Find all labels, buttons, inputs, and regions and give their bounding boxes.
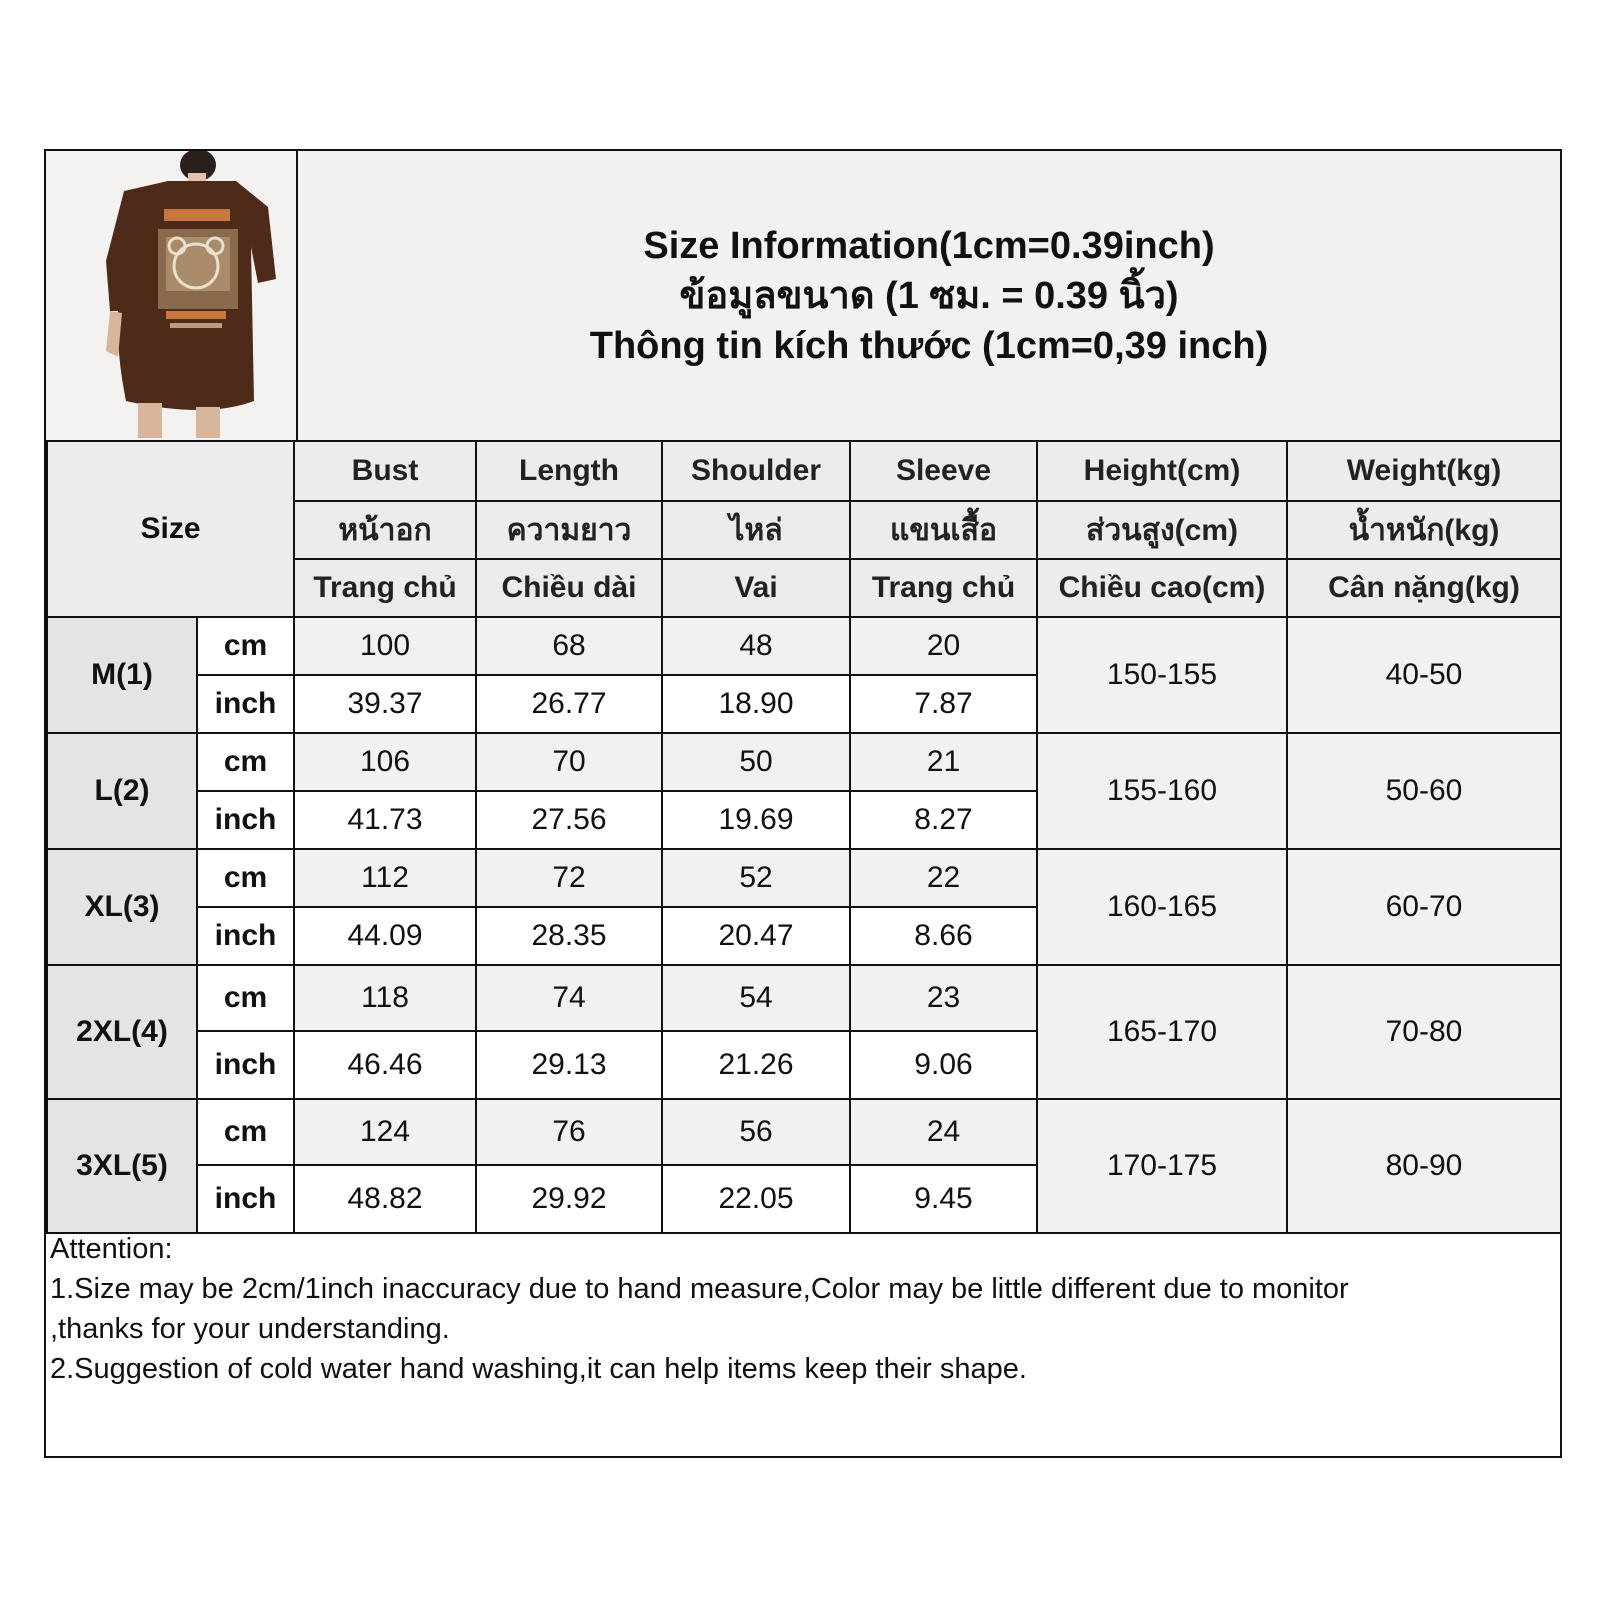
unit-label: inch	[197, 1031, 294, 1099]
table-row	[47, 1099, 1561, 1165]
header-height-thai: ส่วนสูง(cm)	[1037, 501, 1287, 559]
sleeve-inch: 8.66	[850, 907, 1037, 965]
sleeve-inch: 8.27	[850, 791, 1037, 849]
weight-range: 60-70	[1287, 849, 1561, 965]
shoulder-inch: 22.05	[662, 1165, 850, 1233]
bust-cm: 118	[294, 965, 476, 1031]
header-shoulder-thai: ไหล่	[662, 501, 850, 559]
product-photo	[46, 151, 298, 440]
size-info-title	[298, 151, 1560, 440]
header-sleeve: Sleeve	[850, 441, 1037, 501]
bust-cm: 124	[294, 1099, 476, 1165]
title-thai: ข้อมูลขนาด (1 ซม. = 0.39 นิ้ว)	[679, 274, 1179, 317]
bust-cm: 100	[294, 617, 476, 675]
shoulder-cm: 54	[662, 965, 850, 1031]
sleeve-cm: 24	[850, 1099, 1037, 1165]
brown-oversized-tshirt-photo	[46, 151, 294, 438]
size-label: 2XL(4)	[47, 965, 197, 1099]
length-inch: 29.92	[476, 1165, 662, 1233]
sleeve-cm: 22	[850, 849, 1037, 907]
length-cm: 74	[476, 965, 662, 1031]
notes-line-3: 2.Suggestion of cold water hand washing,it can help items keep their shape.	[50, 1353, 1027, 1385]
shoulder-inch: 21.26	[662, 1031, 850, 1099]
header-height-vi: Chiều cao(cm)	[1037, 559, 1287, 617]
size-label: M(1)	[47, 617, 197, 733]
attention-notes	[50, 1229, 1552, 1389]
shoulder-inch: 20.47	[662, 907, 850, 965]
sleeve-cm: 21	[850, 733, 1037, 791]
header-weight-vi: Cân nặng(kg)	[1287, 559, 1561, 617]
unit-label: inch	[197, 675, 294, 733]
header-sleeve-thai: แขนเสื้อ	[850, 501, 1037, 559]
sleeve-cm: 20	[850, 617, 1037, 675]
length-inch: 29.13	[476, 1031, 662, 1099]
header-sleeve-vi: Trang chủ	[850, 559, 1037, 617]
notes-line-1: 1.Size may be 2cm/1inch inaccuracy due to hand measure,Color may be little different due to monitor	[50, 1273, 1349, 1305]
header-bust-thai: หน้าอก	[294, 501, 476, 559]
unit-label: cm	[197, 965, 294, 1031]
sleeve-inch: 9.06	[850, 1031, 1037, 1099]
size-table	[46, 440, 1562, 1234]
length-cm: 70	[476, 733, 662, 791]
bust-inch: 41.73	[294, 791, 476, 849]
unit-label: cm	[197, 849, 294, 907]
length-cm: 72	[476, 849, 662, 907]
shoulder-cm: 56	[662, 1099, 850, 1165]
bust-inch: 46.46	[294, 1031, 476, 1099]
size-column-header: Size	[47, 441, 294, 617]
bust-cm: 112	[294, 849, 476, 907]
sleeve-inch: 9.45	[850, 1165, 1037, 1233]
size-label: L(2)	[47, 733, 197, 849]
sleeve-inch: 7.87	[850, 675, 1037, 733]
shoulder-cm: 50	[662, 733, 850, 791]
height-range: 155-160	[1037, 733, 1287, 849]
unit-label: cm	[197, 1099, 294, 1165]
length-cm: 68	[476, 617, 662, 675]
unit-label: cm	[197, 733, 294, 791]
sleeve-cm: 23	[850, 965, 1037, 1031]
header-bust-vi: Trang chủ	[294, 559, 476, 617]
bust-cm: 106	[294, 733, 476, 791]
table-row	[47, 733, 1561, 791]
weight-range: 80-90	[1287, 1099, 1561, 1233]
size-label: 3XL(5)	[47, 1099, 197, 1233]
height-range: 160-165	[1037, 849, 1287, 965]
header-weight-thai: น้ำหนัก(kg)	[1287, 501, 1561, 559]
weight-range: 50-60	[1287, 733, 1561, 849]
header-length: Length	[476, 441, 662, 501]
header-length-vi: Chiều dài	[476, 559, 662, 617]
shoulder-inch: 18.90	[662, 675, 850, 733]
unit-label: cm	[197, 617, 294, 675]
height-range: 170-175	[1037, 1099, 1287, 1233]
table-row	[47, 617, 1561, 675]
header-row-english	[47, 441, 1561, 501]
height-range: 165-170	[1037, 965, 1287, 1099]
length-inch: 28.35	[476, 907, 662, 965]
weight-range: 40-50	[1287, 617, 1561, 733]
header-length-thai: ความยาว	[476, 501, 662, 559]
length-inch: 27.56	[476, 791, 662, 849]
height-range: 150-155	[1037, 617, 1287, 733]
size-chart	[44, 149, 1562, 1458]
unit-label: inch	[197, 1165, 294, 1233]
table-row	[47, 849, 1561, 907]
size-label: XL(3)	[47, 849, 197, 965]
header-height: Height(cm)	[1037, 441, 1287, 501]
header-weight: Weight(kg)	[1287, 441, 1561, 501]
bust-inch: 44.09	[294, 907, 476, 965]
header-bust: Bust	[294, 441, 476, 501]
unit-label: inch	[197, 791, 294, 849]
unit-label: inch	[197, 907, 294, 965]
table-row	[47, 965, 1561, 1031]
weight-range: 70-80	[1287, 965, 1561, 1099]
length-inch: 26.77	[476, 675, 662, 733]
shoulder-inch: 19.69	[662, 791, 850, 849]
title-vietnamese: Thông tin kích thước (1cm=0,39 inch)	[589, 324, 1269, 367]
length-cm: 76	[476, 1099, 662, 1165]
notes-line-2: ,thanks for your understanding.	[50, 1313, 450, 1345]
shoulder-cm: 52	[662, 849, 850, 907]
bust-inch: 48.82	[294, 1165, 476, 1233]
header-shoulder: Shoulder	[662, 441, 850, 501]
title-english: Size Information(1cm=0.39inch)	[643, 224, 1215, 267]
notes-heading: Attention:	[50, 1233, 173, 1265]
header-shoulder-vi: Vai	[662, 559, 850, 617]
bust-inch: 39.37	[294, 675, 476, 733]
shoulder-cm: 48	[662, 617, 850, 675]
